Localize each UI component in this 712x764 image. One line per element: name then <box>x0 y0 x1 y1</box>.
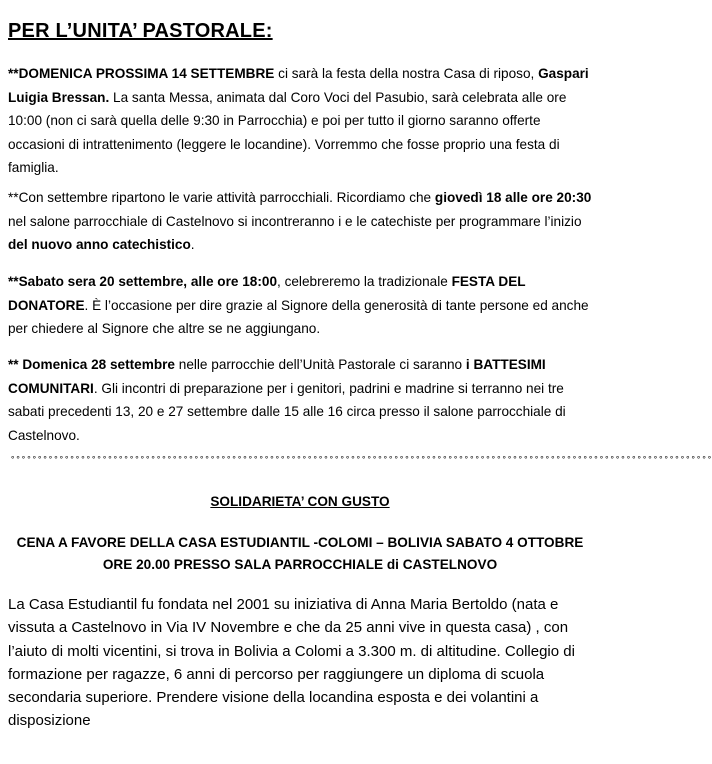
announcement-text: nel salone parrocchiale di Castelnovo si incontreranno i e le catechiste per programmare l’inizio <box>8 213 582 229</box>
announcement-text: nelle parrocchie dell’Unità Pastorale ci saranno <box>174 357 466 372</box>
announcement-text: . Gli incontri di preparazione per i genitori, padrini e madrine si terranno nei tre sabati precedenti 13, 20 e 27 settembre dalle 15 alle 16 circa presso il salone parrocchiale di Castelnovo. <box>8 380 566 443</box>
announcement-emphasis: FESTA DEL DONATORE <box>8 274 526 313</box>
announcement-emphasis: Gaspari Luigia Bressan. <box>8 66 589 105</box>
announcement-battesimi <box>8 353 592 447</box>
announcement-text: . <box>190 237 195 252</box>
announcement-emphasis: del nuovo anno catechistico <box>8 237 191 252</box>
announcement-catechesi <box>8 186 592 257</box>
announcement-text: La santa Messa, animata dal Coro Voci del Pasubio, sarà celebrata alle ore 10:00 (non ci sarà quella delle 9:30 in Parrocchia) e poi per tutto il giorno saranno offerte occasioni di intrattenimento (leggere le locandine). Vorremmo che fosse proprio una festa di famiglia. <box>8 89 567 175</box>
event-description: La Casa Estudiantil fu fondata nel 2001 su iniziativa di Anna Maria Bertoldo (nata e vissuta a Castelnovo in Via IV Novembre e che da 25 anni vive in questa casa) , con l’aiuto di molti vicentini, si trova in Bolivia a Colomi a 3.300 m. di altitudine. Collegio di formazione per ragazze, 6 anni di percorso per raggiungere un diploma di scuola secondaria superiore. Prendere visione della locandina esposta e dei volantini a disposizione <box>8 596 575 730</box>
announcement-emphasis: giovedì 18 alle ore 20:30 <box>434 190 592 205</box>
section-divider: °°°°°°°°°°°°°°°°°°°°°°°°°°°°°°°°°°°°°°°°°°°°°°°°°°°°°°°°°°°°°°°°°°°°°°°°°°°°°°°°°°°°°°°°°°°°°°°°°°°°°°°°°°°°°°°°°°°°°°°°°°°°°°°°°° <box>10 455 712 465</box>
announcement-lead: ** Domenica 28 settembre <box>8 357 175 372</box>
announcement-emphasis: i BATTESIMI COMUNITARI <box>8 357 546 396</box>
event-subtitle: CENA A FAVORE DELLA CASA ESTUDIANTIL -COLOMI – BOLIVIA SABATO 4 OTTOBRE ORE 20.00 PRESSO SALA PARROCCHIALE di CASTELNOVO <box>16 535 584 572</box>
announcement-text: . È l’occasione per dire grazie al Signore della generosità di tante persone ed anche per chiedere al Signore che altre se ne aggiungano. <box>8 297 589 336</box>
announcement-text: , celebreremo la tradizionale <box>277 274 452 289</box>
announcement-festa-donatore <box>8 270 592 341</box>
announcement-lead: ** <box>8 190 19 205</box>
announcement-lead: **Sabato sera 20 settembre, alle ore 18:00 <box>8 274 278 289</box>
announcement-lead: **DOMENICA PROSSIMA 14 SETTEMBRE <box>8 66 275 81</box>
announcement-casa-riposo <box>8 62 592 180</box>
section-title: SOLIDARIETA’ CON GUSTO <box>210 494 390 509</box>
announcement-text: Con settembre ripartono le varie attività parrocchiali. Ricordiamo che <box>18 190 435 205</box>
page-title: PER L’UNITA’ PASTORALE: <box>8 20 273 42</box>
announcement-text: ci sarà la festa della nostra Casa di riposo, <box>274 66 539 81</box>
